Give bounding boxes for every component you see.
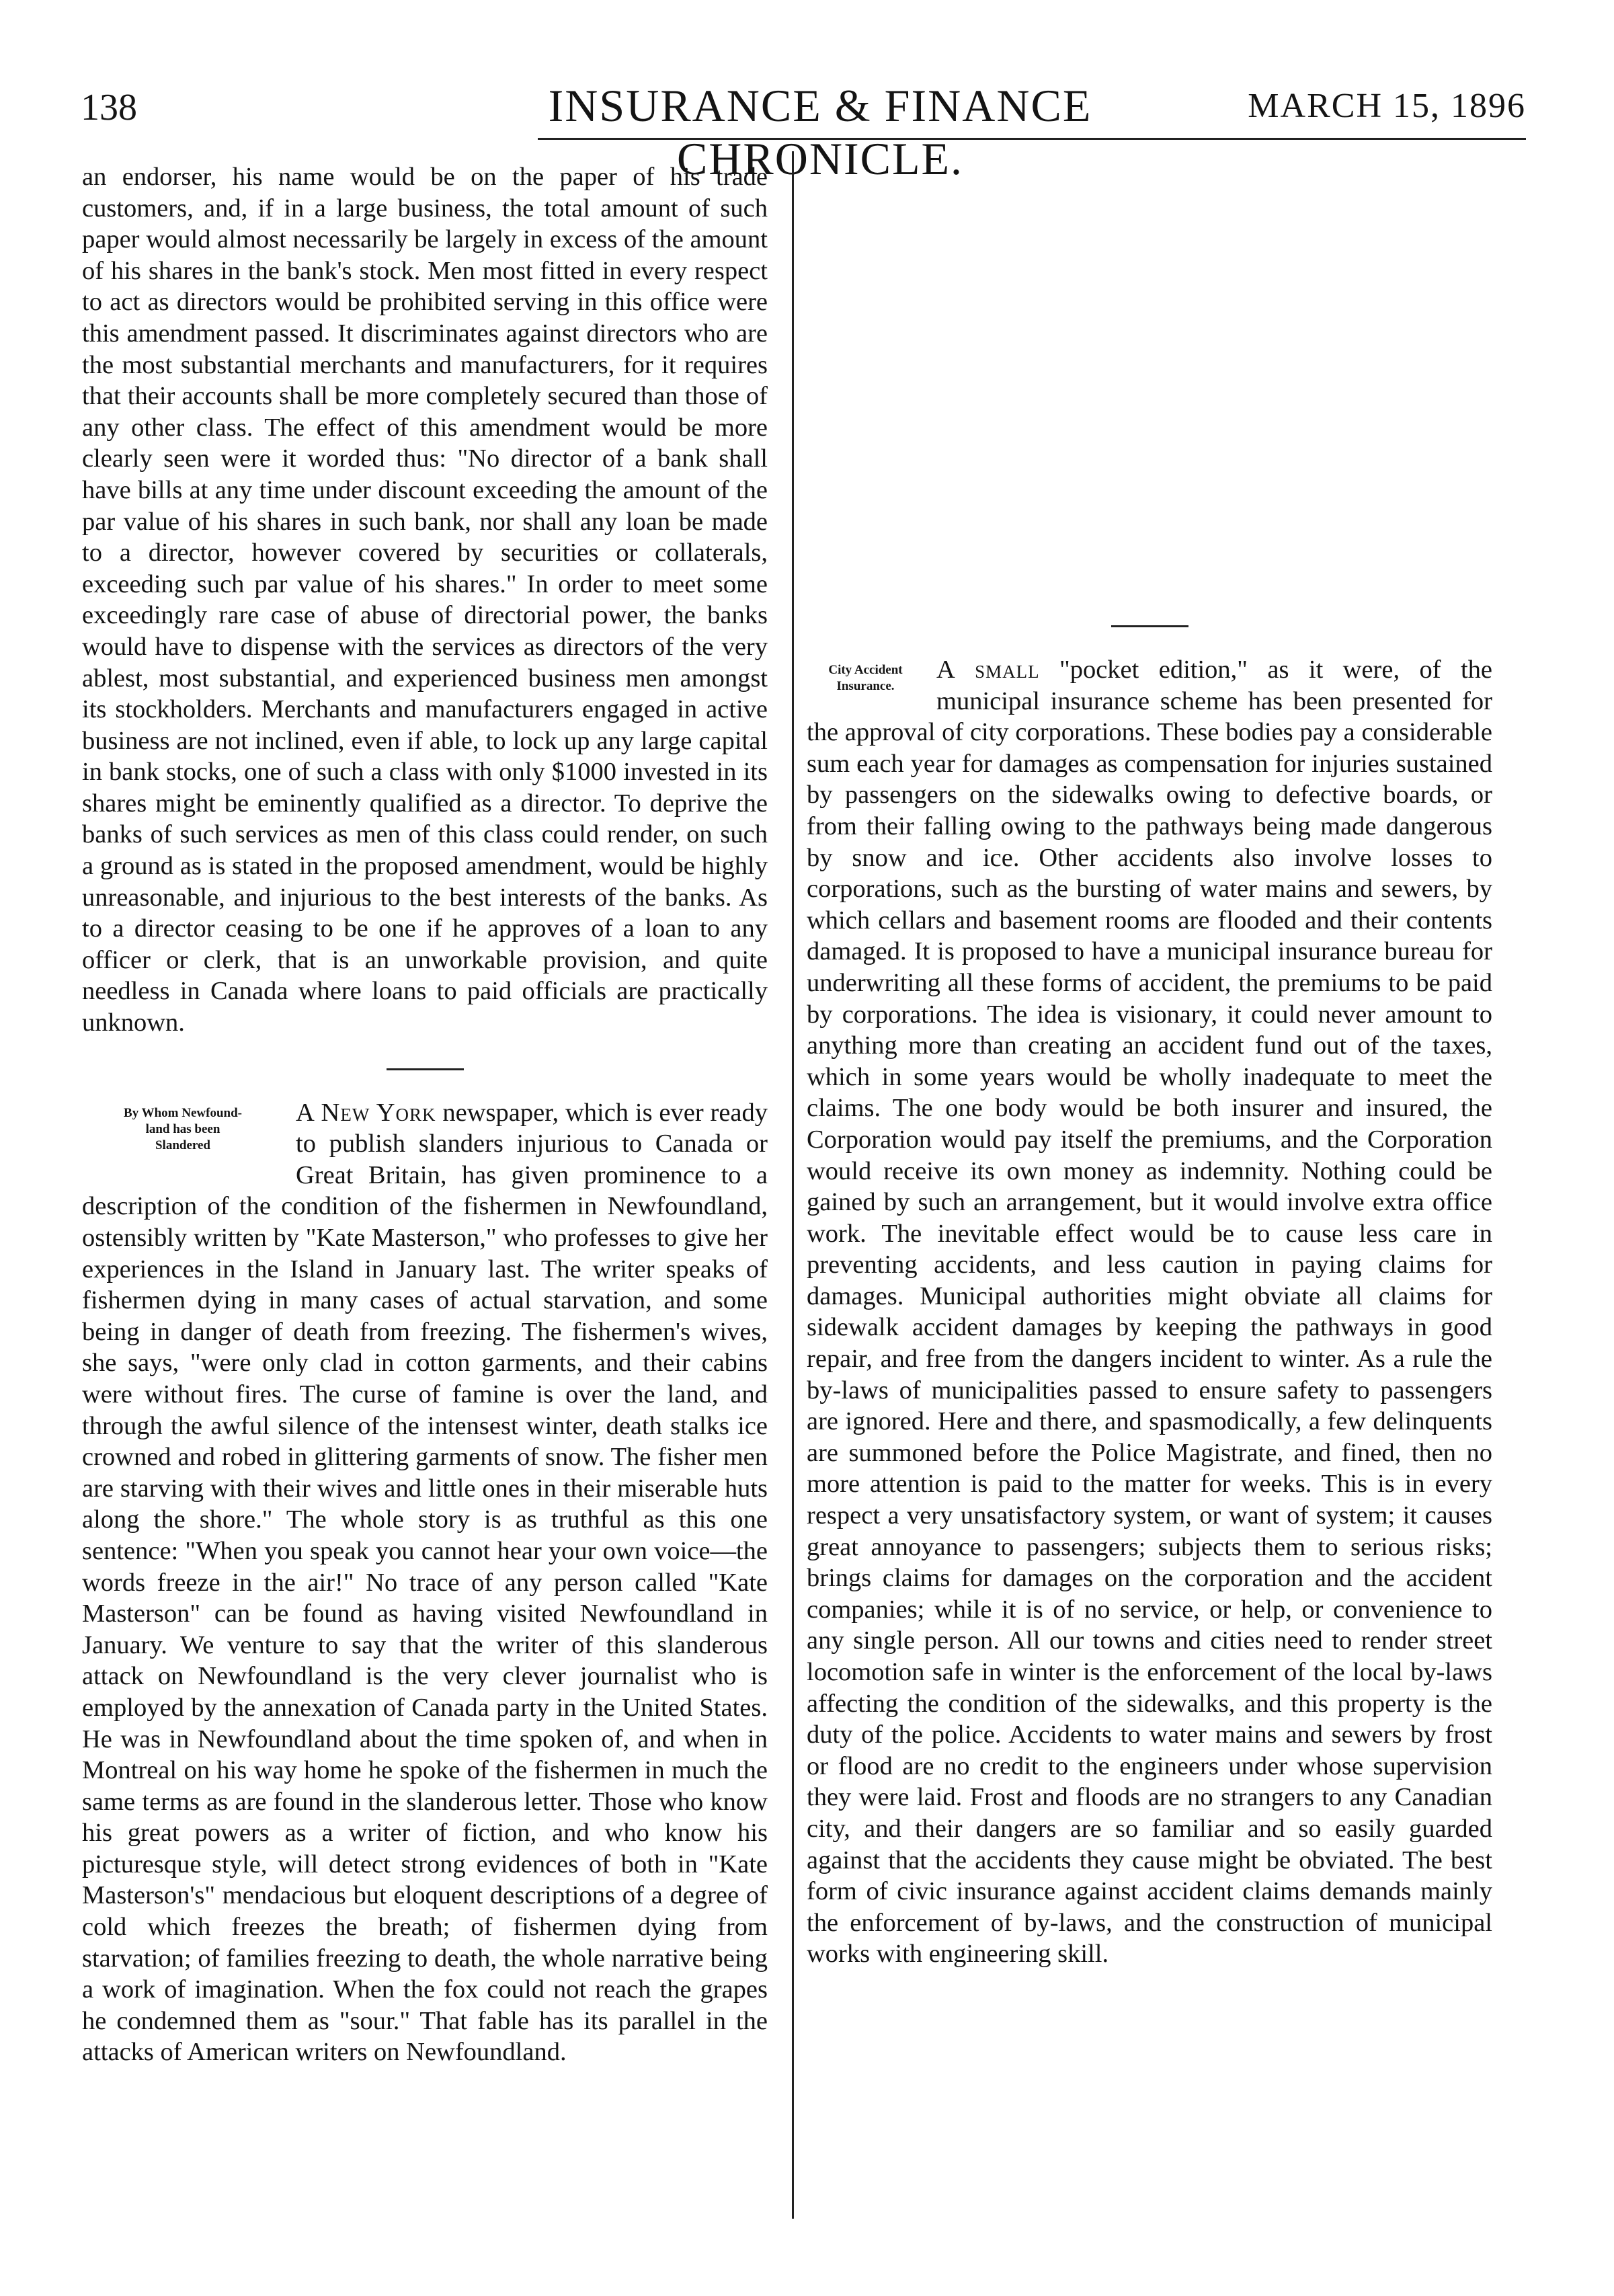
left-column — [82, 161, 768, 2068]
newfoundland-sidehead: By Whom Newfound- land has been Slandered — [124, 1105, 242, 1152]
section-rule — [1111, 625, 1188, 627]
newfoundland-body: newspaper, which is ever ready to publish slanders injurious to Canada or Great Britain, has given prominence to a description of the condition of the fishermen in Newfoundland, ostensibly written by "Kate Masterson," who professes to give her experiences in the Island in January last. The writer speaks of fishermen dying in many cases of actual starvation, and some being in danger of death from freezing. The fishermen's wives, she says, "were only clad in cotton garments, and their cabins were without fires. The curse of famine is over the land, and through the awful silence of the intensest winter, death stalks ice crowned and robed in glittering garments of snow. The fisher men are starving with their wives and little ones in their miserable huts along the shore." The whole story is as truthful as this one sentence: "When you speak you cannot hear your own voice—the words freeze in the air!" No trace of any person called "Kate Masterson" can be found as having visited Newfoundland in January. We venture to say that the writer of this slanderous attack on Newfoundland is the very clever journalist who is employed by the annexation of Canada party in the United States. He was in Newfoundland about the time spoken of, and when in Montreal on his way home he spoke of the fishermen in much the same terms as are found in the slanderous letter. Those who know his great powers as a writer of fiction, and who know his picturesque style, will detect strong evidences of both in "Kate Masterson's" mendacious but eloquent descriptions of a degree of cold which freezes the breath; of fishermen dying from starvation; of families freezing to death, the whole narrative being a work of imagination. When the fox could not reach the grapes he condemned them as "sour." That fable has its parallel in the attacks of American writers on Newfoundland. — [82, 1098, 768, 2067]
newfoundland-article — [82, 1097, 768, 2068]
city-accident-body: "pocket edition," as it were, of the municipal insurance scheme has been presented for the approval of city corporations. These bodies pay a considerable sum each year for damages as compensation for injuries sustained by passengers on the sidewalks owing to defective boards, or from their falling owing to the pathways being made dangerous by snow and ice. Other accidents also involve losses to corporations, such as the bursting of water mains and sewers, by which cellars and basement rooms are flooded and their contents damaged. It is proposed to have a municipal insurance bureau for underwriting all these forms of accident, the premiums to be paid by corporations. The idea is visionary, it could never amount to anything more than creating an accident fund out of the taxes, which in some years would be wholly inadequate to meet the claims. The one body would be both insurer and insured, the Corporation would pay itself the premiums, and the Corporation would receive its own money as indemnity. Nothing could be gained by such an arrangement, but it would involve extra office work. The inevitable effect would be to cause less care in preventing accidents, and less caution in paying claims for damages. Municipal authorities might obviate all claims for sidewalk accident damages by keeping the pathways in good repair, and free from the dangers incident to winter. As a rule the by-laws of municipalities passed to ensure safety to passengers are ignored. Here and there, and spasmodically, a few delinquents are summoned before the Police Magistrate, and fined, then no more attention is paid to the matter for weeks. This is in every respect a very unsatisfactory system, or want of system; it causes great annoyance to passengers; subjects them to serious risks; brings claims for damages on the corporation and the accident companies; while it is of no service, or help, or convenience to any single person. All our towns and cities need to render street locomotion safe in winter is the enforcement of the local by-laws affecting the condition of the sidewalks, and this property is the duty of the police. Accidents to water mains and sewers by frost or flood are no credit to the engineers under whose supervision they were laid. Frost and floods are no strangers to any Canadian city, and their dangers are so familiar and so easily guarded against that the accidents they cause might be obviated. The best form of civic insurance against accident claims demands mainly the enforcement of by-laws, and the construction of municipal works with engineering skill. — [807, 656, 1492, 1969]
city-accident-sidehead: City Accident Insurance. — [828, 663, 903, 693]
city-accident-lead-in: A small — [936, 656, 1040, 684]
right-column — [807, 161, 1492, 1970]
newfoundland-lead-in: A New York — [296, 1098, 436, 1127]
city-accident-article — [807, 654, 1492, 1970]
section-rule — [387, 1068, 464, 1070]
page-number: 138 — [81, 87, 137, 128]
issue-date: MARCH 15, 1896 — [1248, 87, 1526, 125]
bank-directors-article: an endorser, his name would be on the paper of his trade customers, and, if in a large business, the total amount of such paper would almost necessarily be largely in excess of the amount of his shares in the bank's stock. Men most fitted in every respect to act as directors would be prohibited serving in this office were this amendment passed. It discriminates against directors who are the most substantial merchants and manufacturers, for it requires that their accounts shall be more completely secured than those of any other class. The effect of this amendment would be more clearly seen were it worded thus: "No director of a bank shall have bills at any time under discount exceeding the amount of the par value of his shares in such bank, nor shall any loan be made to a director, however covered by securities or collaterals, exceeding such par value of his shares." In order to meet some exceedingly rare case of abuse of directorial power, the banks would have to dispense with the services as directors of the very ablest, most substantial, and experienced business men amongst its stockholders. Merchants and manufacturers engaged in active business are not inclined, even if able, to lock up any large capital in bank stocks, one of such a class with only $1000 invested in its shares might be eminently qualified as a director. To deprive the banks of such services as men of this class could render, on such a ground as is stated in the proposed amendment, would be highly unreasonable, and injurious to the best interests of the banks. As to a director ceasing to be one if he approves of a loan to any officer or clerk, that is an unworkable provision, and quite needless in Canada where loans to paid officials are practically unknown. — [82, 163, 768, 1037]
journal-title: INSURANCE & FINANCE CHRONICLE. — [548, 80, 1092, 184]
header-rule — [538, 138, 1526, 140]
newfoundland-text — [82, 1097, 768, 2068]
page-header — [81, 79, 1526, 184]
city-accident-text — [807, 654, 1492, 1970]
column-divider — [792, 151, 794, 2219]
